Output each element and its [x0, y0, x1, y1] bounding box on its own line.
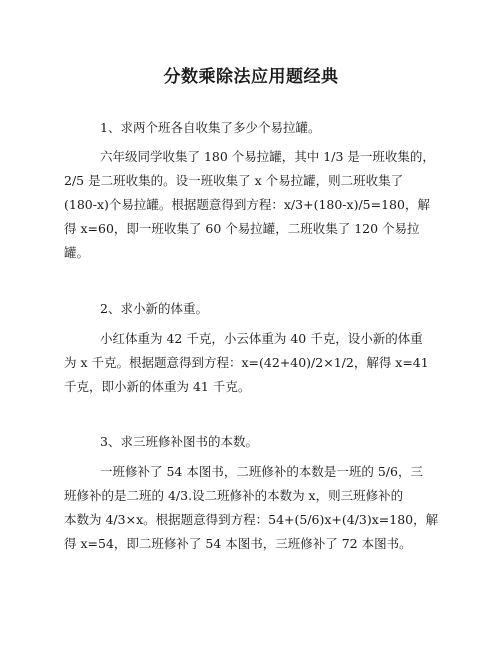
section-2-line-2: 为 x 千克。根据题意得到方程：x=(42+40)/2×1/2，解得 x=41	[64, 355, 429, 370]
section-2-line-1: 小红体重为 42 千克，小云体重为 40 千克，设小新的体重	[100, 331, 423, 346]
section-2-line-3: 千克，即小新的体重为 41 千克。	[64, 379, 251, 394]
section-1-line-2: 2/5 是二班收集的。设一班收集了 x 个易拉罐，则二班收集了	[64, 173, 404, 188]
section-1-line-4: 得 x=60，即一班收集了 60 个易拉罐，二班收集了 120 个易拉	[64, 221, 420, 236]
section-1-line-1: 六年级同学收集了 180 个易拉罐，其中 1/3 是一班收集的，	[100, 149, 435, 164]
section-3-line-1: 一班修补了 54 本图书，二班修补的本数是一班的 5/6，三	[100, 464, 423, 479]
section-3-heading: 3、求三班修补图书的本数。	[100, 434, 258, 449]
section-3-line-3: 本数为 4/3×x。根据题意得到方程：54+(5/6)x+(4/3)x=180，解	[64, 512, 439, 527]
section-1-line-5: 罐。	[64, 245, 90, 260]
section-2-heading: 2、求小新的体重。	[100, 301, 208, 316]
section-3-line-4: 得 x=54，即二班修补了 54 本图书，三班修补了 72 本图书。	[64, 536, 412, 551]
section-3-line-2: 班修补的是二班的 4/3.设二班修补的本数为 x，则三班修补的	[64, 488, 404, 503]
section-1-line-3: (180-x)个易拉罐。根据题意得到方程：x/3+(180-x)/5=180，解	[64, 197, 430, 212]
document-title: 分数乘除法应用题经典	[163, 67, 339, 87]
section-1-heading: 1、求两个班各自收集了多少个易拉罐。	[100, 120, 321, 135]
